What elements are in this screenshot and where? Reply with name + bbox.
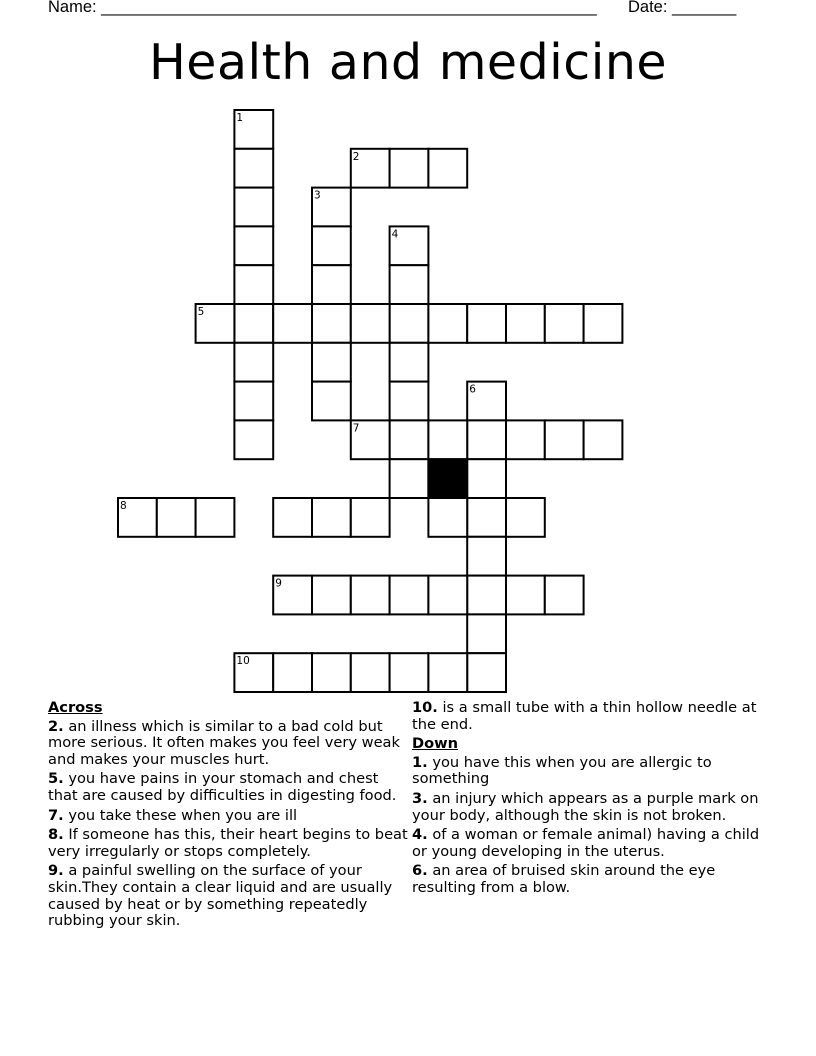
grid-cell[interactable] [390,420,429,459]
clue-number: 4. [412,826,428,844]
cell-number: 1 [236,112,244,124]
grid-cell[interactable] [312,226,351,265]
name-field[interactable]: Name: ______________________________________________________ [48,0,597,16]
grid-cell[interactable] [351,149,390,188]
grid-cell[interactable] [584,420,623,459]
grid-cell[interactable] [234,653,273,692]
clue-down-6 [412,863,772,896]
grid-cell[interactable] [234,226,273,265]
grid-cell[interactable] [234,149,273,188]
clue-number: 5. [48,770,64,788]
grid-cell[interactable] [545,420,584,459]
grid-cell[interactable] [390,226,429,265]
clue-across-9 [48,863,408,929]
clue-text: an injury which appears as a purple mark on your body, although the skin is not broken. [412,789,759,824]
grid-cell[interactable] [234,420,273,459]
grid-cell[interactable] [390,265,429,304]
grid-cell[interactable] [390,304,429,343]
grid-cell[interactable] [234,382,273,421]
cell-number: 4 [391,228,399,241]
date-field[interactable]: Date: _______ [628,0,737,16]
grid-cell[interactable] [351,498,390,537]
clue-across-8 [48,827,408,860]
grid-cell[interactable] [196,304,235,343]
grid-cell[interactable] [312,188,351,227]
grid-cell[interactable] [351,304,390,343]
clue-number: 3. [412,789,428,807]
grid-cell[interactable] [428,498,467,537]
grid-cell[interactable] [390,343,429,382]
grid-cell[interactable] [234,304,273,343]
grid-cell[interactable] [273,304,312,343]
clue-text: you have this when you are allergic to something [412,753,712,788]
clue-number: 9. [48,862,64,880]
clue-across-10 [412,700,772,733]
clue-text: If someone has this, their heart begins to beat very irregularly or stops completely. [48,826,408,860]
clue-text: a painful swelling on the surface of your skin.They contain a clear liquid and are usually caused by heat or by something repeatedly rubbing your skin. [48,862,393,930]
clues-left-column [48,700,408,933]
grid-cell[interactable] [234,343,273,382]
grid-cell[interactable] [273,576,312,615]
clue-number: 2. [48,717,64,735]
clue-number: 7. [48,806,64,824]
grid-cell[interactable] [351,420,390,459]
grid-cell[interactable] [467,304,506,343]
grid-cell[interactable] [467,653,506,692]
grid-cell[interactable] [390,459,429,498]
cell-number: 3 [314,189,321,202]
cell-number: 10 [236,655,250,668]
grid-cell[interactable] [506,304,545,343]
grid-cell[interactable] [467,498,506,537]
grid-cell[interactable] [506,576,545,615]
grid-cell[interactable] [351,576,390,615]
clue-text: is a small tube with a thin hollow needle at the end. [412,699,757,733]
clue-text: an illness which is similar to a bad cold but more serious. It often makes you feel very weak and makes your muscles hurt. [48,717,400,768]
grid-cell[interactable] [428,304,467,343]
grid-cell[interactable] [390,653,429,692]
down-heading: Down [412,735,459,753]
clues-right-column [412,700,772,900]
clue-number: 10. [412,699,438,716]
grid-cell[interactable] [273,498,312,537]
grid-cell[interactable] [428,149,467,188]
grid-cell[interactable] [506,498,545,537]
grid-cell[interactable] [118,498,157,537]
clue-down-4 [412,827,772,860]
clue-number: 8. [48,826,64,844]
grid-cell[interactable] [467,459,506,498]
clue-text: an area of bruised skin around the eye resulting from a blow. [412,862,716,896]
header [48,0,768,17]
cell-number: 5 [197,306,205,318]
grid-cell[interactable] [312,498,351,537]
grid-cell[interactable] [545,304,584,343]
cell-number: 2 [352,150,360,163]
clue-down-1 [412,755,772,788]
grid-cell-blocked [428,459,467,498]
grid-cell[interactable] [506,420,545,459]
grid-cell[interactable] [351,653,390,692]
clue-text: of a woman or female animal) having a child or young developing in the uterus. [412,826,760,860]
grid-cell[interactable] [312,576,351,615]
grid-cell[interactable] [390,382,429,421]
cell-number: 7 [352,422,360,435]
grid-cell[interactable] [234,188,273,227]
grid-cell[interactable] [312,382,351,421]
page-title: Health and medicine [148,34,668,91]
across-heading: Across [48,699,103,716]
grid-cell[interactable] [196,498,235,537]
grid-cell[interactable] [545,576,584,615]
clue-text: you have pains in your stomach and chest that are caused by difficulties in digesting food. [48,770,397,804]
clue-number: 1. [412,753,428,771]
grid-cell[interactable] [428,420,467,459]
clue-across-2 [48,719,408,769]
grid-cell[interactable] [467,576,506,615]
grid-cell[interactable] [312,304,351,343]
clue-across-5 [48,771,408,804]
clue-down-3 [412,791,772,824]
grid-cell[interactable] [428,653,467,692]
grid-cell[interactable] [312,653,351,692]
grid-cell[interactable] [467,420,506,459]
grid-cell[interactable] [157,498,196,537]
grid-cell[interactable] [234,110,273,149]
cell-number: 9 [275,577,282,590]
grid-cell[interactable] [584,304,623,343]
clue-across-7 [48,808,408,825]
grid-cell[interactable] [390,576,429,615]
cell-number: 8 [120,500,127,512]
grid-cell[interactable] [467,382,506,421]
grid-cell[interactable] [273,653,312,692]
clue-text: you take these when you are ill [63,806,298,824]
grid-cell[interactable] [234,265,273,304]
clue-number: 6. [412,862,428,880]
grid-cell[interactable] [467,614,506,653]
grid-cell[interactable] [428,576,467,615]
grid-cell[interactable] [390,149,429,188]
grid-cell[interactable] [467,537,506,576]
grid-cell[interactable] [312,265,351,304]
grid-cell[interactable] [312,343,351,382]
cell-number: 6 [469,383,476,396]
